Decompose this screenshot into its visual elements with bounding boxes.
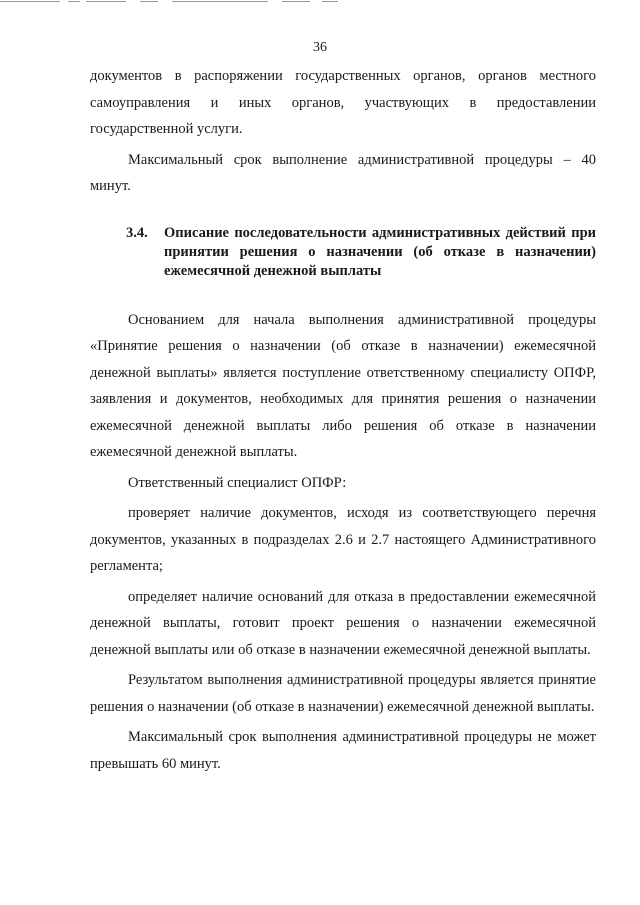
document-body (90, 63, 596, 777)
page-number: 36 (313, 40, 327, 55)
section-title: Описание последовательности административных действий при принятии решения о назначении (об отказе в назначении) ежемесячной денежной выплаты (164, 224, 596, 279)
section-heading (90, 224, 596, 281)
scan-edge-marks (0, 0, 640, 4)
paragraph-basis: Основанием для начала выполнения административной процедуры «Принятие решения о назначении (об отказе в назначении) ежемесячной денежной выплаты» является поступление ответственному специалисту ОПФР, заявления и документов, необходимых для принятия решения о назначении ежемесячной денежной выплаты либо решения об отказе в назначении ежемесячной денежной выплаты. (90, 311, 596, 460)
paragraph-determines-grounds: определяет наличие оснований для отказа в предоставлении ежемесячной денежной выплаты, готовит проект решения о назначении ежемесячной денежной выплаты или об отказе в назначении ежемесячной денежной выплаты. (90, 588, 596, 658)
paragraph-checks-documents: проверяет наличие документов, исходя из соответствующего перечня документов, указанных в подразделах 2.6 и 2.7 настоящего Административного регламента; (90, 505, 596, 574)
paragraph-specialist: Ответственный специалист ОПФР: (128, 474, 347, 491)
paragraph-max-time-60: Максимальный срок выполнения административной процедуры не может превышать 60 минут. (90, 729, 596, 772)
paragraph-result: Результатом выполнения административной процедуры является принятие решения о назначении (об отказе в назначении) ежемесячной денежной выплаты. (90, 672, 596, 715)
section-number: 3.4. (126, 224, 148, 241)
paragraph-continuation: документов в распоряжении государственных органов, органов местного самоуправления и иных органов, участвующих в предоставлении государственной услуги. (90, 68, 596, 137)
paragraph-max-time-40: Максимальный срок выполнение административной процедуры – 40 минут. (90, 151, 596, 194)
